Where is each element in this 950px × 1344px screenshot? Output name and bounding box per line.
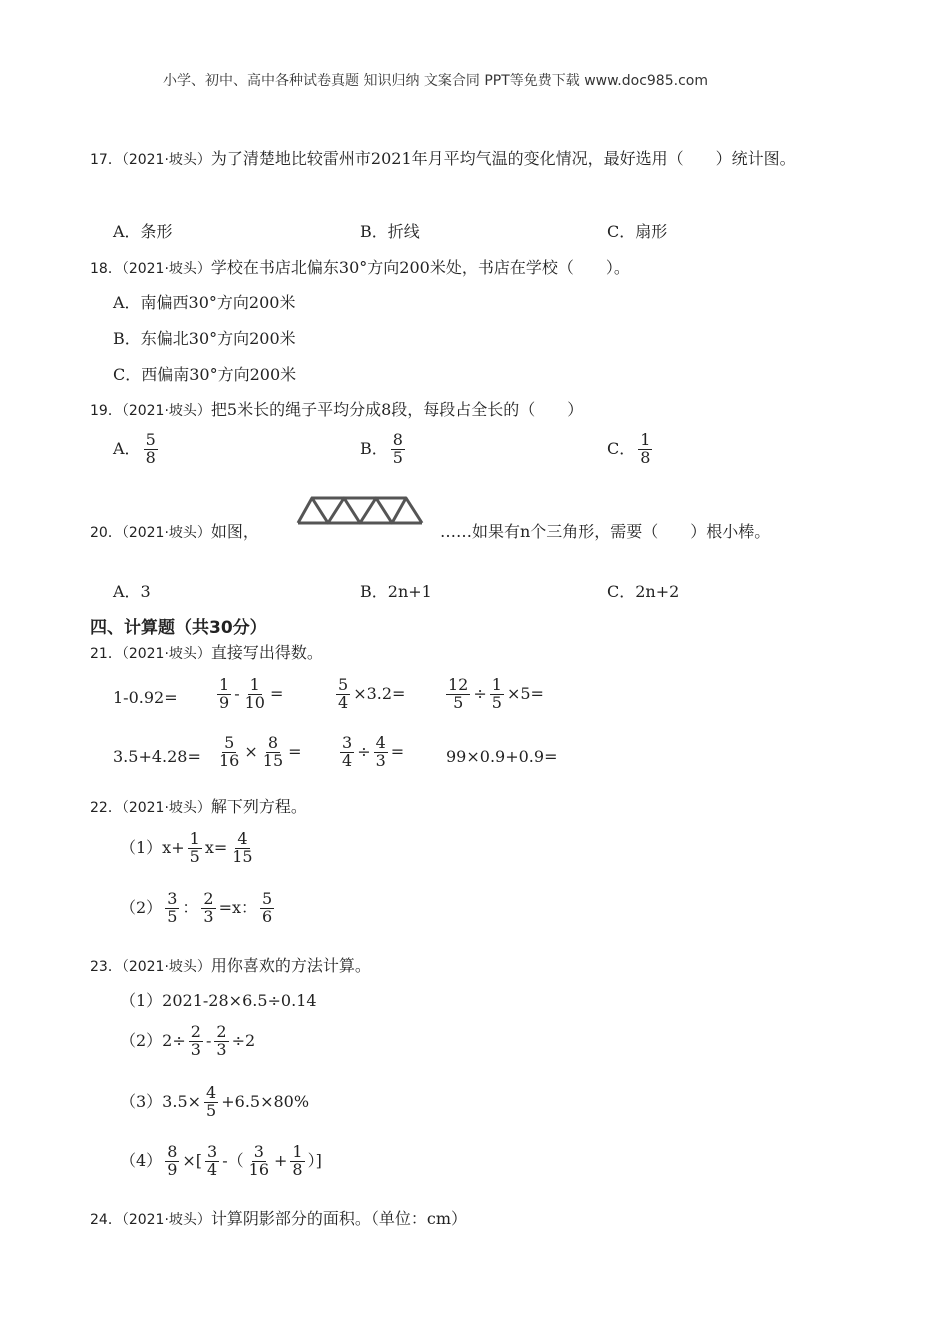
question-source: （2021·坡头） xyxy=(121,1212,211,1228)
option-label: B． xyxy=(360,438,388,458)
question-number: 24． xyxy=(90,1212,122,1228)
option-c xyxy=(607,432,655,467)
question-source: （2021·坡头） xyxy=(121,959,211,975)
question-17 xyxy=(90,146,796,169)
question-text: 学校在书店北偏东30°方向200米处，书店在学校（ ）。 xyxy=(210,258,630,277)
question-source: （2021·坡头） xyxy=(121,525,211,541)
question-text: 解下列方程。 xyxy=(210,797,307,816)
question-number: 22． xyxy=(90,800,122,816)
equation-2: （2） $\frac{3}{5}$ ： $\frac{2}{3}$ =x： $\frac{5}{6}$ xyxy=(120,889,273,926)
question-number: 18． xyxy=(90,261,122,277)
calculation-1: （1）2021-28×6.5÷0.14 xyxy=(120,991,317,1010)
option-b: B．折线 xyxy=(360,222,420,241)
calculation-4: （4） $\frac{8}{9}$ ×[ $\frac{3}{4}$ -（ $\frac{3}{16}$ + $\frac{1}{8}$ ）] xyxy=(120,1142,322,1179)
expression: 1-0.92= xyxy=(113,688,178,707)
question-number: 20． xyxy=(90,525,122,541)
option-a xyxy=(113,432,161,467)
question-source: （2021·坡头） xyxy=(121,646,211,662)
option-c: C．2n+2 xyxy=(607,582,680,601)
question-source: （2021·坡头） xyxy=(121,261,211,277)
calculation-3: （3）3.5× $\frac{4}{5}$ +6.5×80% xyxy=(120,1083,310,1120)
option-a: A．条形 xyxy=(113,222,173,241)
expression: $\frac{3}{4}$ ÷ $\frac{4}{3}$ = xyxy=(342,733,405,770)
option-b: B．东偏北30°方向200米 xyxy=(113,329,296,348)
question-20 xyxy=(90,519,259,542)
expression: $\frac{12}{5}$ ÷ $\frac{1}{5}$ ×5= xyxy=(448,675,544,712)
question-number: 17． xyxy=(90,152,122,168)
question-text: 如图， xyxy=(210,522,259,541)
question-source: （2021·坡头） xyxy=(121,403,211,419)
expression: 3.5+4.28= xyxy=(113,747,201,766)
triangle-sticks-figure xyxy=(294,493,426,529)
question-24 xyxy=(90,1206,467,1229)
calculation-2: （2）2÷ $\frac{2}{3}$ - $\frac{2}{3}$ ÷2 xyxy=(120,1022,256,1059)
expression: $\frac{1}{9}$ - $\frac{1}{10}$ = xyxy=(219,675,284,712)
fraction: $\frac{1}{8}$ xyxy=(640,430,651,467)
expression: 99×0.9+0.9= xyxy=(446,747,558,766)
question-number: 19． xyxy=(90,403,122,419)
question-19 xyxy=(90,397,583,420)
option-a: A．3 xyxy=(113,582,151,601)
question-text: 把5米长的绳子平均分成8段，每段占全长的（ ） xyxy=(210,400,584,419)
question-source: （2021·坡头） xyxy=(121,152,211,168)
question-text: 计算阴影部分的面积。（单位：cm） xyxy=(210,1209,468,1228)
question-18 xyxy=(90,255,630,278)
option-c: C．扇形 xyxy=(607,222,668,241)
question-23 xyxy=(90,953,371,976)
expression: $\frac{5}{16}$ × $\frac{8}{15}$ = xyxy=(219,733,302,770)
fraction: $\frac{5}{8}$ xyxy=(145,430,156,467)
option-c: C．西偏南30°方向200米 xyxy=(113,365,297,384)
option-b xyxy=(360,432,408,467)
question-21 xyxy=(90,640,323,663)
question-number: 23． xyxy=(90,959,122,975)
question-number: 21． xyxy=(90,646,122,662)
option-label: A． xyxy=(113,438,141,458)
question-text: 直接写出得数。 xyxy=(210,643,323,662)
section-title: 四、计算题（共30分） xyxy=(90,618,267,638)
option-a: A．南偏西30°方向200米 xyxy=(113,293,296,312)
fraction: $\frac{8}{5}$ xyxy=(392,430,403,467)
expression: $\frac{5}{4}$ ×3.2= xyxy=(338,675,406,712)
question-text: 为了清楚地比较雷州市2021年月平均气温的变化情况，最好选用（ ）统计图。 xyxy=(210,149,796,168)
equation-1: （1）x+ $\frac{1}{5}$ x= $\frac{4}{15}$ xyxy=(120,829,253,866)
option-b: B．2n+1 xyxy=(360,582,432,601)
option-label: C． xyxy=(607,438,636,458)
question-source: （2021·坡头） xyxy=(121,800,211,816)
question-text: 用你喜欢的方法计算。 xyxy=(210,956,371,975)
question-20-tail: ……如果有n个三角形，需要（ ）根小棒。 xyxy=(440,522,771,541)
page-header: 小学、初中、高中各种试卷真题 知识归纳 文案合同 PPT等免费下载 www.doc985.com xyxy=(163,73,708,89)
question-22 xyxy=(90,794,307,817)
